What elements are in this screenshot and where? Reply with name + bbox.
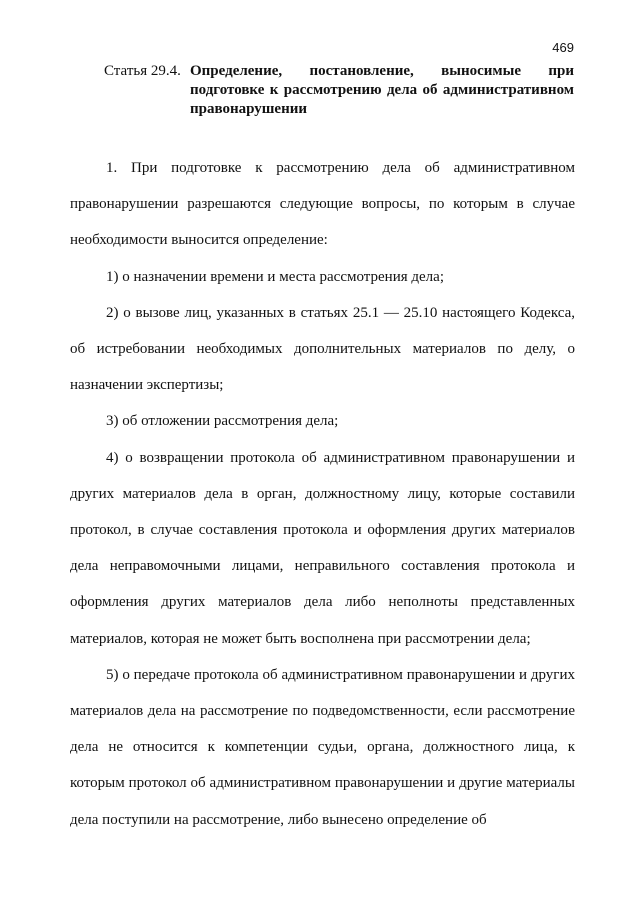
paragraph-item-3: 3) об отложении рассмотрения дела; <box>106 413 339 430</box>
paragraph-item-5: 5) о передаче протокола об административном правонарушении и других материалов дела на рассмотрение по подведомственности, если рассмотрение дела не относится к компетенции судьи, органа, должностного лица, к которым протокол об административном правонарушении и другие материалы дела поступили на рассмотрение, либо вынесено определение об <box>70 666 575 828</box>
article-body <box>70 150 575 838</box>
paragraph-item-4: 4) о возвращении протокола об административном правонарушении и других материалов дела в орган, должностному лицу, которые составили протокол, в случае составления протокола и оформления других материалов дела неправомочными лицами, неправильного составления протокола и оформления других материалов дела либо неполноты представленных материалов, которая не может быть восполнена при рассмотрении дела; <box>70 449 575 647</box>
page-number: 469 <box>552 40 574 55</box>
article-title: Определение, постановление, выносимые при подготовке к рассмотрению дела об административном правонарушении <box>190 63 574 117</box>
paragraph-item-2: 2) о вызове лиц, указанных в статьях 25.1 — 25.10 настоящего Кодекса, об истребовании необходимых дополнительных материалов по делу, о назначении экспертизы; <box>70 304 575 394</box>
article-label: Статья 29.4. <box>104 63 181 79</box>
paragraph-1: 1. При подготовке к рассмотрению дела об административном правонарушении разрешаются следующие вопросы, по которым в случае необходимости выносится определение: <box>70 160 575 249</box>
paragraph-item-1: 1) о назначении времени и места рассмотрения дела; <box>106 268 444 285</box>
article-heading <box>104 62 574 119</box>
